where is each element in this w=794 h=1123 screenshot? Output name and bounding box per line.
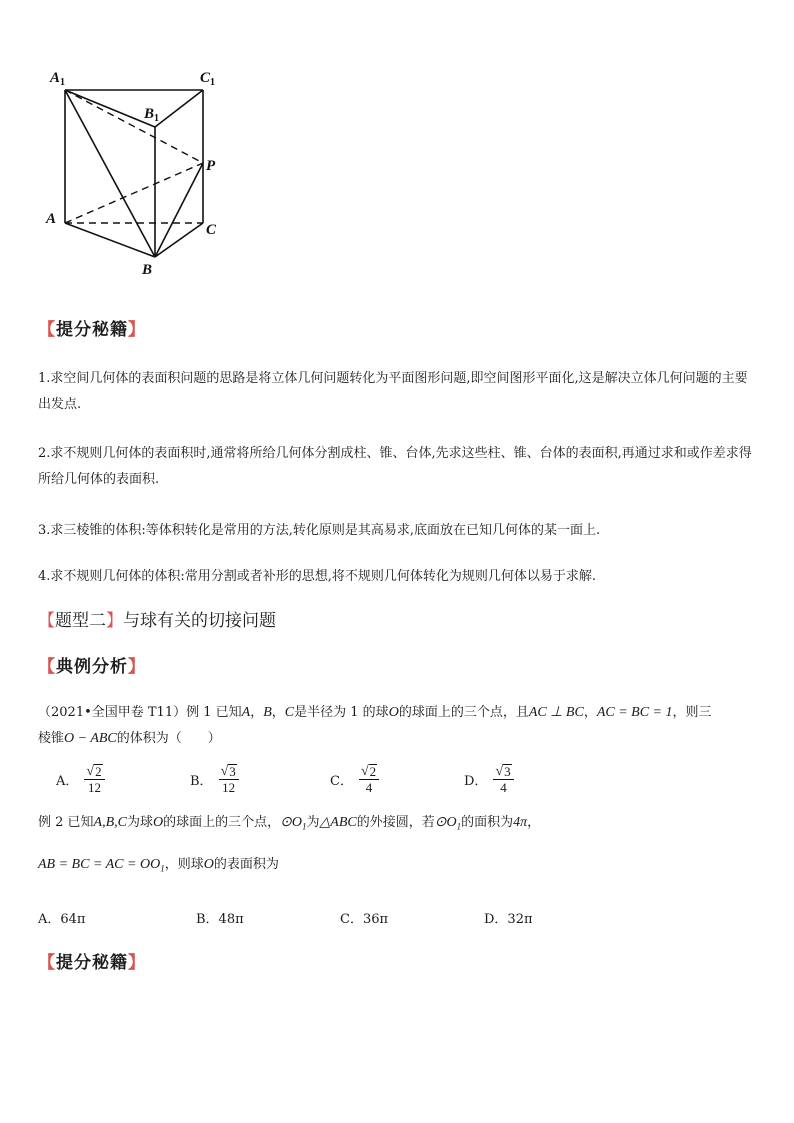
ex2-option-a[interactable]: A．64π — [38, 912, 86, 927]
tips-heading-1: 【提分秘籍】 — [38, 320, 146, 340]
label-a: A — [46, 211, 57, 227]
tip-item-4: 4.求不规则几何体的体积:常用分割或者补形的思想,将不规则几何体转化为规则几何体以易于求解. — [38, 569, 597, 584]
type2-heading: 【题型二】与球有关的切接问题 — [38, 611, 276, 631]
ex1-option-d[interactable]: D． √ 3 4 — [464, 764, 514, 795]
example-heading: 【典例分析】 — [38, 657, 146, 677]
dashed-a-p — [65, 163, 203, 223]
ex1-option-b[interactable]: B． √ 3 12 — [190, 764, 239, 795]
prism-figure — [40, 60, 240, 285]
label-c: C — [206, 222, 217, 238]
tip-item-3: 3.求三棱锥的体积:等体积转化是常用的方法,转化原则是其高易求,底面放在已知几何体的某一面上. — [38, 523, 601, 538]
ex2-option-d[interactable]: D．32π — [484, 912, 533, 927]
ex1-option-a[interactable]: A． √ 2 12 — [56, 764, 105, 795]
edge-a1-b — [65, 90, 155, 257]
ex2-option-b[interactable]: B．48π — [196, 912, 244, 927]
label-p: P — [206, 158, 216, 174]
example2-text: 例 2 已知A,B,C为球O的球面上的三个点，$⊙O_1$为△ABC的外接圆，若$⊙O_1$的面积为4π， — [38, 815, 541, 832]
ex1-option-c[interactable]: C． √ 2 4 — [330, 764, 379, 795]
example2-line2: AB = BC = AC = $OO_1$，则球O的表面积为 — [38, 857, 279, 874]
edge-c1-b1 — [155, 90, 203, 127]
label-a1: $A_1$ — [50, 70, 66, 88]
ex2-option-c[interactable]: C．36π — [340, 912, 389, 927]
edge-b-p — [155, 163, 203, 257]
label-b1: $B_1$ — [144, 106, 160, 124]
dashed-a1-p — [65, 90, 203, 163]
label-c1: $C_1$ — [200, 70, 216, 88]
example1-text: （2021•全国甲卷 T11）例 1 已知A，B，C是半径为 1 的球O的球面上的三个点，且AC ⊥ BC，AC = BC = 1，则三 棱锥O − ABC的体积为（ ） — [38, 705, 712, 746]
tips-heading-2: 【提分秘籍】 — [38, 953, 146, 973]
tip-item-1: 1.求空间几何体的表面积问题的思路是将立体几何问题转化为平面图形问题,即空间图形平面化,这是解决立体几何问题的主要出发点. — [38, 371, 748, 412]
tip-item-2: 2.求不规则几何体的表面积时,通常将所给几何体分割成柱、锥、台体,先求这些柱、锥、台体的表面积,再通过求和或作差求得所给几何体的表面积. — [38, 446, 752, 487]
label-b: B — [142, 262, 153, 278]
edge-a1-b1 — [65, 90, 155, 127]
edge-b-c — [155, 223, 203, 257]
edge-a-b — [65, 223, 155, 257]
